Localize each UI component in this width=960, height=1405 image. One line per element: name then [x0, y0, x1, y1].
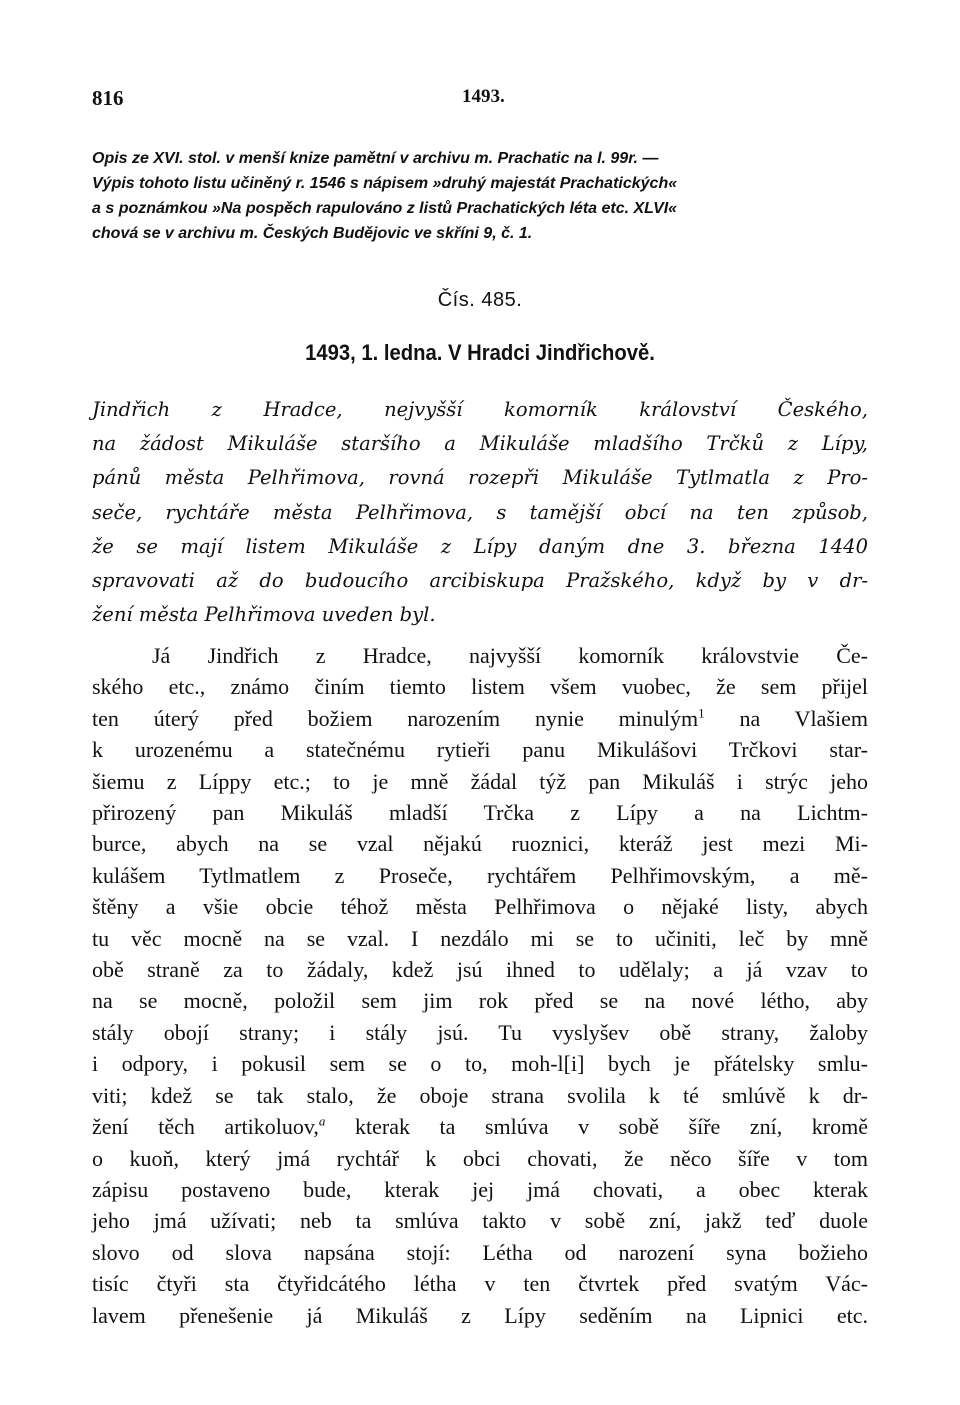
source-note-line: chová se v archivu m. Českých Budějovic ve skříni 9, č. 1.	[92, 225, 533, 242]
document-number: Čís. 485.	[437, 289, 523, 311]
body-line: šiemu z Líppy etc.; to je mně žádal týž pan Mikuláš i strýc jeho	[92, 768, 868, 794]
regest-line: spravovati až do budoucího arcibiskupa Pražského, když by v dr-	[92, 569, 868, 593]
body-line-text: žení těch artikoluov,	[92, 1114, 319, 1140]
regest-summary	[92, 393, 868, 632]
body-line-text: na Vlašiem	[704, 705, 868, 731]
body-line: jeho jmá užívati; neb ta smlúva takto v sobě zní, jakž teď duole	[92, 1208, 868, 1234]
body-line: slovo od slova napsána stojí: Létha od narození syna božieho	[92, 1239, 868, 1265]
body-line: přirozený pan Mikuláš mladší Trčka z Lípy a na Lichtm-	[92, 800, 868, 826]
page-number: 816	[92, 86, 124, 110]
body-line: o kuoň, který jmá rychtář k obci chovati, že něco šíře v tom	[92, 1145, 868, 1171]
charter-text	[92, 640, 868, 1331]
body-line: štěny a všie obcie téhož města Pelhřimova o nějaké listy, abych	[92, 894, 868, 920]
regest-line: Jindřich z Hradce, nejvyšší komorník království Českého,	[92, 398, 868, 421]
body-line-text: ten úterý před božiem narozením nynie minulým	[92, 705, 699, 731]
running-header-year: 1493.	[462, 86, 505, 107]
body-line: stály obojí strany; i stály jsú. Tu vyslyšev obě strany, žaloby	[92, 1019, 868, 1045]
regest-line: že se mají listem Mikuláše z Lípy daným dne 3. března 1440	[92, 534, 868, 558]
body-line: k urozenému a statečnému rytieři panu Mikulášovi Trčkovi star-	[92, 737, 868, 763]
body-line-text: kterak ta smlúva v sobě šíře zní, kromě	[325, 1114, 868, 1140]
body-line: Já Jindřich z Hradce, najvyšší komorník královstvie Če-	[152, 643, 868, 668]
source-note-line: a s poznámkou »Na pospěch rapulováno z listů Prachatických léta etc. XLVI«	[92, 200, 678, 217]
body-line: zápisu postaveno bude, kterak jej jmá chovati, a obec kterak	[92, 1176, 868, 1202]
regest-line: seče, rychtáře města Pelhřimova, s tamější obcí na ten způsob,	[92, 500, 868, 524]
body-line: tisíc čtyři sta čtyřidcátého létha v ten čtvrtek před svatým Vác-	[92, 1271, 868, 1297]
source-note-line: Opis ze XVI. stol. v menší knize pamětní v archivu m. Prachatic na l. 99r. —	[92, 150, 659, 167]
regest-line: pánů města Pelhřimova, rovná rozepři Mikuláše Tytlmatla z Pro-	[92, 466, 868, 490]
source-note	[92, 146, 868, 246]
footnote-marker: a	[318, 1113, 326, 1129]
body-line	[92, 1111, 868, 1142]
body-line: tu věc mocně na se vzal. I nezdálo mi se to učiniti, leč by mně	[92, 925, 868, 951]
body-line: ského etc., známo činím tiemto listem všem vuobec, že sem přijel	[92, 674, 868, 700]
body-line: obě straně za to žádaly, kdež jsú ihned to udělaly; a já vzav to	[92, 957, 868, 983]
body-line: na se mocně, položil sem jim rok před se na nové létho, aby	[92, 988, 868, 1014]
body-line: viti; kdež se tak stalo, že oboje strana svolila k té smlúvě k dr-	[92, 1082, 868, 1108]
body-line: burce, abych na se vzal nějakú ruoznici, kteráž jest mezi Mi-	[92, 831, 868, 857]
body-line: kulášem Tytlmatlem z Proseče, rychtářem Pelhřimovským, a mě-	[92, 862, 868, 888]
source-note-line: Výpis tohoto listu učiněný r. 1546 s nápisem »druhý majestát Prachatických«	[92, 175, 678, 192]
regest-line: žení města Pelhřimova uveden byl.	[92, 603, 436, 627]
regest-line: na žádost Mikuláše staršího a Mikuláše mladšího Trčků z Lípy,	[92, 432, 868, 456]
body-line: lavem přenešenie já Mikuláš z Lípy seděním na Lipnici etc.	[92, 1302, 868, 1328]
document-date-place: 1493, 1. ledna. V Hradci Jindřichově.	[305, 340, 655, 365]
footnote-marker: 1	[698, 705, 705, 721]
body-line	[92, 703, 868, 734]
body-line: i odpory, i pokusil sem se o to, moh-l[i] bych je přátelsky smlu-	[92, 1051, 868, 1077]
